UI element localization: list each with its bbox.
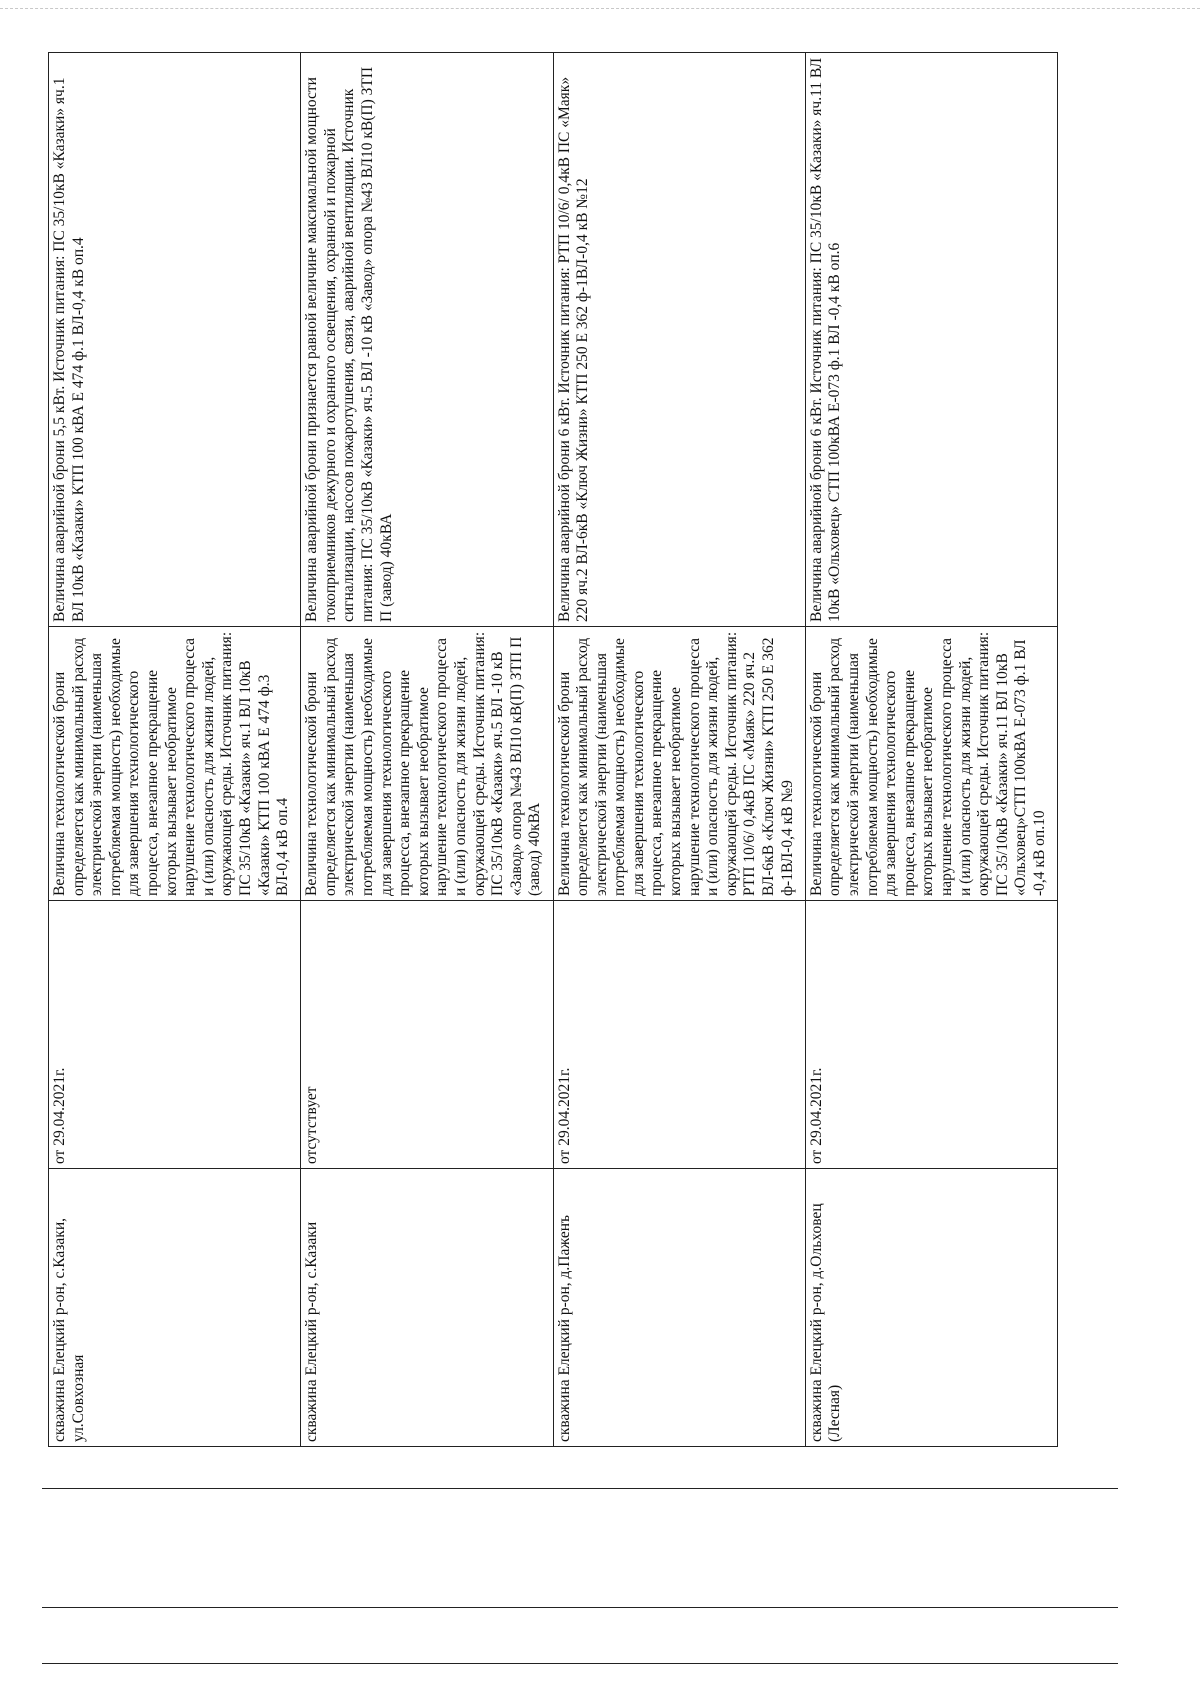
- object-cell: скважина Елецкий р-он, д.Паженъ: [553, 1169, 805, 1447]
- object-cell: скважина Елецкий р-он, д.Ольховец (Лесная): [805, 1169, 1057, 1447]
- emergency-reserve-cell: Величина аварийной брони признается равной величине максимальной мощности токоприемников дежурного и охранного освещения, охранной и пожарной сигнализации, насосов пожаротушения, связи, аварийной вентиляции. Источник питания: ПС 35/10кВ «Казаки» яч.5 ВЛ -10 кВ «Завод» опора №43 ВЛ10 кВ(П) ЗТП П (завод) 40кВА: [301, 53, 553, 627]
- tech-reserve-cell: Величина технологической брони определяется как минимальный расход электрической энергии (наименьшая потребляемая мощность) необходимые для завершения технологического процесса, внезапное прекращение которых вызывает необратимое нарушение технологического процесса и (или) опасность для жизни людей, окружающей среды. Источник питания: ПС 35/10кВ «Казаки» яч.5 ВЛ -10 кВ «Завод» опора №43 ВЛ10 кВ(П) ЗТП П (завод) 40кВА: [301, 627, 553, 901]
- power-reserve-table: [48, 52, 1058, 1447]
- tech-reserve-cell: Величина технологической брони определяется как минимальный расход электрической энергии (наименьшая потребляемая мощность) необходимые для завершения технологического процесса, внезапное прекращение которых вызывает необратимое нарушение технологического процесса и (или) опасность для жизни людей, окружающей среды. Источник питания: РТП 10/6/ 0,4кВ ПС «Маяк» 220 яч.2 ВЛ-6кВ «Ключ Жизни» КТП 250 Е 362 ф-1ВЛ-0,4 кВ №9: [553, 627, 805, 901]
- table-row: [805, 53, 1057, 1447]
- date-cell: от 29.04.2021г.: [805, 901, 1057, 1169]
- emergency-reserve-cell: Величина аварийной брони 5,5 кВт. Источник питания: ПС 35/10кВ «Казаки» яч.1 ВЛ 10кВ «Казаки» КТП 100 кВА Е 474 ф.1 ВЛ-0,4 кВ оп.4: [49, 53, 301, 627]
- table-row: [553, 53, 805, 1447]
- scan-edge-line: [0, 8, 1200, 9]
- object-cell: скважина Елецкий р-он, с.Казаки, ул.Совхозная: [49, 1169, 301, 1447]
- emergency-reserve-cell: Величина аварийной брони 6 кВт. Источник питания: ПС 35/10кВ «Казаки» яч.11 ВЛ 10кВ «Ольховец» СТП 100кВА Е-073 ф.1 ВЛ -0,4 кВ оп.6: [805, 53, 1057, 627]
- horizontal-rule: [42, 1663, 1118, 1664]
- tech-reserve-cell: Величина технологической брони определяется как минимальный расход электрической энергии (наименьшая потребляемая мощность) необходимые для завершения технологического процесса, внезапное прекращение которых вызывает необратимое нарушение технологического процесса и (или) опасность для жизни людей, окружающей среды. Источник питания: ПС 35/10кВ «Казаки» яч.1 ВЛ 10кВ «Казаки» КТП 100 кВА Е 474 ф.3 ВЛ-0,4 кВ оп.4: [49, 627, 301, 901]
- rotated-table-wrapper: [48, 53, 1058, 1447]
- date-cell: от 29.04.2021г.: [553, 901, 805, 1169]
- emergency-reserve-cell: Величина аварийной брони 6 кВт. Источник питания: РТП 10/6/ 0,4кВ ПС «Маяк» 220 яч.2 ВЛ-6кВ «Ключ Жизни» КТП 250 Е 362 ф-1ВЛ-0,4 кВ №12: [553, 53, 805, 627]
- horizontal-rule: [42, 1607, 1118, 1608]
- horizontal-rule: [42, 1488, 1118, 1489]
- date-cell: от 29.04.2021г.: [49, 901, 301, 1169]
- date-cell: отсутствует: [301, 901, 553, 1169]
- object-cell: скважина Елецкий р-он, с.Казаки: [301, 1169, 553, 1447]
- tech-reserve-cell: Величина технологической брони определяется как минимальный расход электрической энергии (наименьшая потребляемая мощность) необходимые для завершения технологического процесса, внезапное прекращение которых вызывает необратимое нарушение технологического процесса и (или) опасность для жизни людей, окружающей среды. Источник питания: ПС 35/10кВ «Казаки» яч.11 ВЛ 10кВ «Ольховец»СТП 100кВА Е-073 ф.1 ВЛ -0,4 кВ оп.10: [805, 627, 1057, 901]
- table-row: [49, 53, 301, 1447]
- table-row: [301, 53, 553, 1447]
